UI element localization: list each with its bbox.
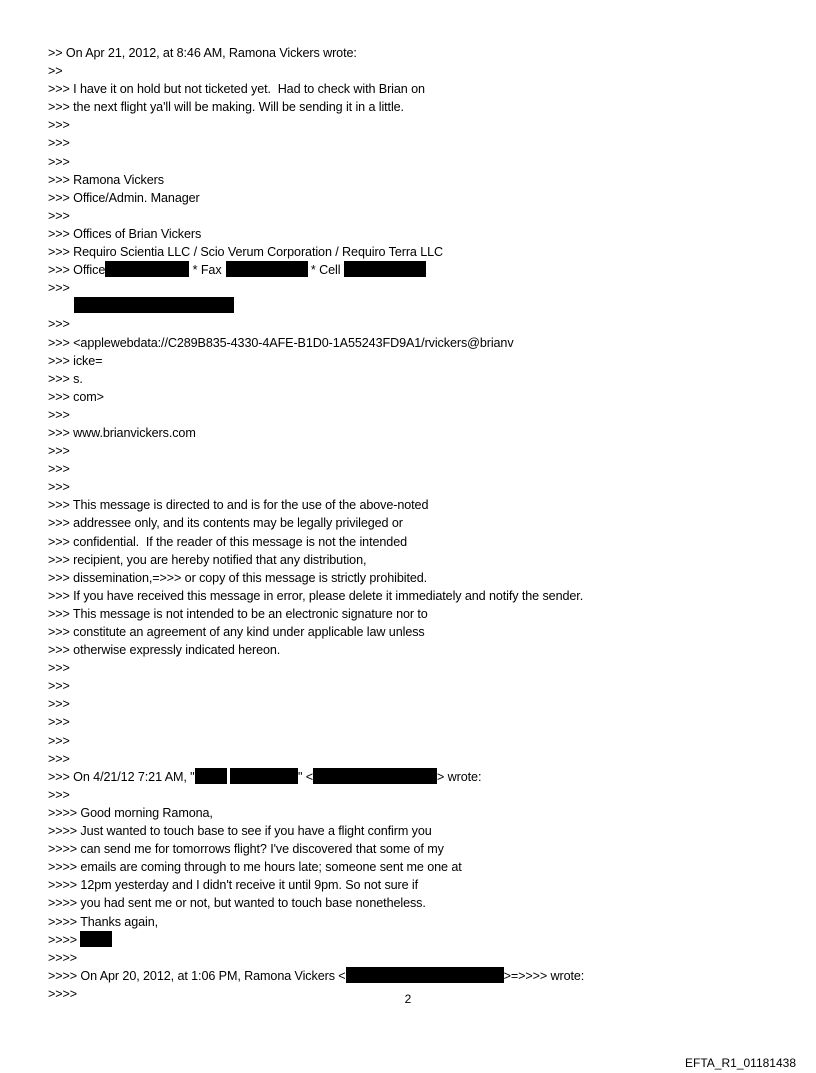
text-line: >>>> — [48, 950, 78, 965]
text-line: >>> — [48, 208, 70, 223]
text-line: >>>> Just wanted to touch base to see if you have a flight confirm you — [48, 824, 432, 839]
text-line: >>> — [48, 154, 70, 169]
email-header-line — [48, 768, 788, 786]
disclaimer-line: >>> constitute an agreement of any kind under applicable law unless — [48, 625, 425, 639]
text-line: >>> — [48, 697, 70, 712]
quote-prefix: >>> — [48, 281, 70, 296]
quote-prefix: >>>> — [48, 932, 81, 947]
text-line: >> — [48, 64, 63, 79]
redaction-box — [346, 967, 504, 983]
text-line: >>> — [48, 444, 70, 459]
text-line: >>>> you had sent me or not, but wanted to touch base nonetheless. — [48, 896, 426, 911]
text-line: >>> — [48, 480, 70, 495]
disclaimer-line: >>> otherwise expressly indicated hereon. — [48, 643, 281, 658]
text-line: >>> — [48, 661, 70, 676]
header-text: >>> On 4/21/12 7:21 AM, " — [48, 769, 195, 784]
page-number: 2 — [404, 992, 412, 1006]
redaction-box — [105, 261, 189, 277]
text-line: >>> — [48, 787, 70, 802]
email-thread-body — [48, 44, 788, 1003]
text-line: >>> — [48, 317, 70, 332]
redaction-box — [80, 931, 112, 947]
header-text: > wrote: — [437, 769, 482, 784]
redaction-box — [74, 297, 234, 313]
text-line: >>> — [48, 751, 70, 766]
redaction-box — [313, 768, 437, 784]
text-line: >>> — [48, 136, 70, 151]
text-line: >>> — [48, 733, 70, 748]
text-line: >>>> Good morning Ramona, — [48, 805, 213, 820]
text-line: >>> Offices of Brian Vickers — [48, 226, 202, 241]
text-line: >>> the next flight ya'll will be making. Will be sending it in a little. — [48, 100, 404, 115]
disclaimer-line: >>> addressee only, and its contents may be legally privileged or — [48, 516, 403, 531]
text-line: >>> — [48, 118, 70, 133]
redacted-line — [48, 279, 788, 297]
cell-label: * Cell — [307, 263, 341, 278]
disclaimer-line: >>> recipient, you are hereby notified that any distribution, — [48, 552, 367, 567]
text-line: >>>> emails are coming through to me hours late; someone sent me one at — [48, 860, 462, 875]
text-line: >>> I have it on hold but not ticketed yet. Had to check with Brian on — [48, 82, 425, 97]
text-line: >>> — [48, 715, 70, 730]
disclaimer-line: >>> This message is not intended to be an electronic signature nor to — [48, 606, 428, 621]
text-line: >>>> Thanks again, — [48, 914, 159, 929]
text-line: >>> icke= — [48, 353, 103, 368]
text-line: >>>> can send me for tomorrows flight? I've discovered that some of my — [48, 842, 444, 857]
disclaimer-line: >>> If you have received this message in error, please delete it immediately and notify the sender. — [48, 588, 584, 603]
text-line: >>> — [48, 462, 70, 477]
header-text: >=>>>> wrote: — [503, 968, 585, 983]
office-label: >>> Office — [48, 263, 106, 278]
text-line: >>> com> — [48, 389, 104, 404]
disclaimer-line: >>> dissemination,=>>> or copy of this message is strictly prohibited. — [48, 570, 428, 585]
text-line: >>>> 12pm yesterday and I didn't receive it until 9pm. So not sure if — [48, 878, 419, 893]
text-line: >>>> — [48, 986, 78, 1001]
header-text: >>>> On Apr 20, 2012, at 1:06 PM, Ramona Vickers < — [48, 968, 346, 983]
contact-line — [48, 261, 788, 279]
redacted-line — [48, 297, 788, 315]
redaction-box — [230, 768, 298, 784]
disclaimer-line: >>> This message is directed to and is for the use of the above-noted — [48, 498, 429, 513]
text-line: >>> — [48, 407, 70, 422]
text-line: >>> Requiro Scientia LLC / Scio Verum Corporation / Requiro Terra LLC — [48, 245, 444, 260]
header-text: " < — [297, 769, 313, 784]
document-id: EFTA_R1_01181438 — [685, 1056, 796, 1070]
text-line: >>> Ramona Vickers — [48, 172, 164, 187]
text-line: >>> Office/Admin. Manager — [48, 190, 200, 205]
disclaimer-line: >>> confidential. If the reader of this message is not the intended — [48, 534, 408, 549]
text-line: >>> — [48, 679, 70, 694]
text-line: >> On Apr 21, 2012, at 8:46 AM, Ramona Vickers wrote: — [48, 46, 357, 60]
signature-line — [48, 931, 788, 949]
email-header-line — [48, 967, 788, 985]
redaction-box — [195, 768, 227, 784]
redaction-box — [344, 261, 426, 277]
fax-label: * Fax — [189, 263, 222, 278]
redaction-box — [226, 261, 308, 277]
website-text: >>> www.brianvickers.com — [48, 425, 196, 440]
text-line: >>> <applewebdata://C289B835-4330-4AFE-B1D0-1A55243FD9A1/rvickers@brianv — [48, 335, 514, 350]
text-line: >>> s. — [48, 371, 83, 386]
